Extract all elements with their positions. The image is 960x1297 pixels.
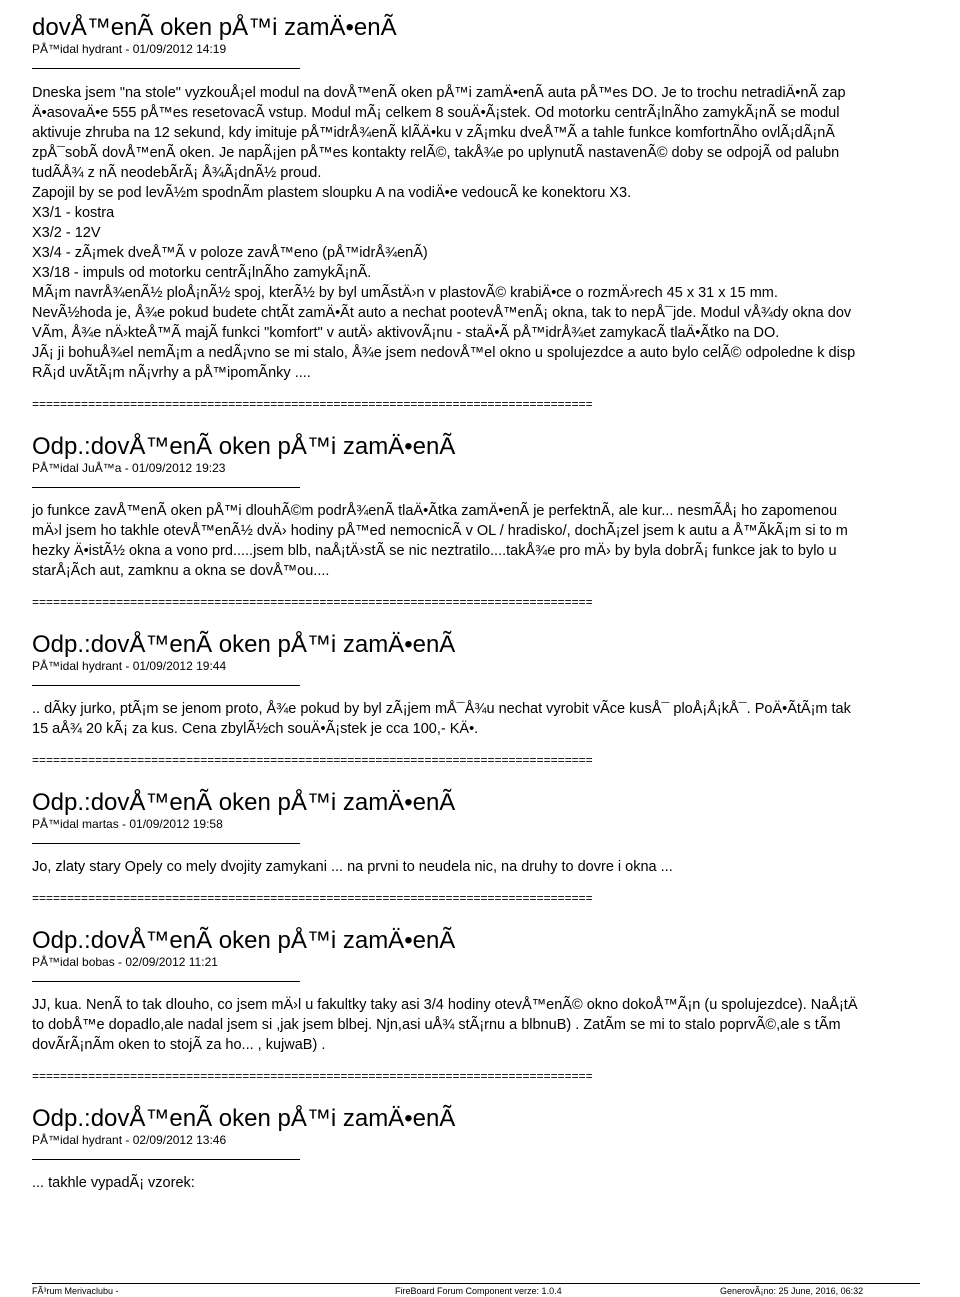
post-line: MÃ¡m navrÅ¾enÃ½ ploÅ¡nÃ½ spoj, kterÃ½ by byl umÃstÄ›n v plastovÃ© krabiÄ•ce o rozmÄ›rech 45 x 31 x 15 mm. xyxy=(32,285,778,301)
post-body xyxy=(32,83,960,383)
post-line: X3/1 - kostra xyxy=(32,205,115,221)
post-line: tudÃÅ¾ z nÃ neodebÃrÃ¡ Å¾Ã¡dnÃ½ proud. xyxy=(32,165,322,181)
forum-post xyxy=(32,1105,960,1193)
meta-divider xyxy=(32,487,300,488)
meta-divider xyxy=(32,1159,300,1160)
footer-divider xyxy=(32,1283,920,1284)
post-title: Odp.:dovÅ™enÃ oken pÅ™i zamÄ•enÃ xyxy=(32,927,456,954)
post-title: Odp.:dovÅ™enÃ oken pÅ™i zamÄ•enÃ xyxy=(32,631,456,658)
post-line: Jo, zlaty stary Opely co mely dvojity zamykani ... na prvni to neudela nic, na druhy to dovre i okna ... xyxy=(32,859,673,875)
post-line: Dneska jsem "na stole" vyzkouÅ¡el modul na dovÅ™enÃ oken pÅ™i zamÄ•enÃ auta pÅ™es DO. Je to trochu netradiÄ•nÃ zap xyxy=(32,85,846,101)
post-body xyxy=(32,995,960,1055)
footer-component-version: FireBoard Forum Component verze: 1.0.4 xyxy=(395,1286,562,1296)
post-line: zpÅ¯sobÃ dovÅ™enÃ oken. Je napÃ¡jen pÅ™es kontakty relÃ©, takÅ¾e po uplynutÃ nastavenÃ© doby se odpojÃ od palubn xyxy=(32,145,840,161)
meta-divider xyxy=(32,843,300,844)
post-line: Ä•asovaÄ•e 555 pÅ™es resetovacÃ vstup. Modul mÃ¡ celkem 8 souÄ•Ã¡stek. Od motorku centrÃ¡lnÃho zamykÃ¡nÃ se modul xyxy=(32,105,840,121)
page-footer xyxy=(0,1283,960,1297)
post-separator: ================================================================================ xyxy=(32,753,593,767)
post-body xyxy=(32,501,960,581)
post-title: Odp.:dovÅ™enÃ oken pÅ™i zamÄ•enÃ xyxy=(32,1105,456,1132)
post-title: Odp.:dovÅ™enÃ oken pÅ™i zamÄ•enÃ xyxy=(32,433,456,460)
post-line: hezky Ä•istÃ½ okna a vono prd.....jsem blb, naÅ¡tÄ›stÃ se nic neztratilo....takÅ¾e pro mÄ› by byla dobrÃ¡ funkce jak to bylo u xyxy=(32,543,837,559)
forum-post xyxy=(32,433,960,609)
post-line: .. dÃky jurko, ptÃ¡m se jenom proto, Å¾e pokud by byl zÃ¡jem mÅ¯Å¾u nechat vyrobit vÃce kusÅ¯ ploÅ¡Å¡kÅ¯. PoÄ•ÃtÃ¡m tak xyxy=(32,701,851,717)
post-line: X3/18 - impuls od motorku centrÃ¡lnÃho zamykÃ¡nÃ. xyxy=(32,265,372,281)
footer-site-name: FÃ³rum Merivaclubu - xyxy=(32,1286,119,1296)
post-line: ... takhle vypadÃ¡ vzorek: xyxy=(32,1175,195,1191)
post-body xyxy=(32,857,960,877)
post-separator: ================================================================================ xyxy=(32,891,593,905)
post-line: 15 aÅ¾ 20 kÃ¡ za kus. Cena zbylÃ½ch souÄ•Ã¡stek je cca 100,- KÄ•. xyxy=(32,721,479,737)
post-author-date: PÅ™idal hydrant - 01/09/2012 14:19 xyxy=(32,42,227,56)
post-line: aktivuje zhruba na 12 sekund, kdy imituje pÅ™idrÅ¾enÃ klÃÄ•ku v zÃ¡mku dveÅ™Ã a tahle funkce komfortnÃho ovlÃ¡dÃ¡nÃ xyxy=(32,125,835,141)
meta-divider xyxy=(32,981,300,982)
post-line: X3/4 - zÃ¡mek dveÅ™Ã v poloze zavÅ™eno (pÅ™idrÅ¾enÃ) xyxy=(32,245,428,261)
post-separator: ================================================================================ xyxy=(32,595,593,609)
meta-divider xyxy=(32,68,300,69)
post-line: JJ, kua. NenÃ to tak dlouho, co jsem mÄ›l u fakultky taky asi 3/4 hodiny otevÅ™enÃ© okno dokoÅ™Ã¡n (u spolujezdce). NaÅ¡tÄ xyxy=(32,997,858,1013)
post-line: X3/2 - 12V xyxy=(32,225,101,241)
post-author-date: PÅ™idal hydrant - 02/09/2012 13:46 xyxy=(32,1133,227,1147)
post-author-date: PÅ™idal JuÅ™a - 01/09/2012 19:23 xyxy=(32,461,226,475)
forum-post xyxy=(32,927,960,1083)
post-body xyxy=(32,699,960,739)
post-separator: ================================================================================ xyxy=(32,1069,593,1083)
post-title: Odp.:dovÅ™enÃ oken pÅ™i zamÄ•enÃ xyxy=(32,789,456,816)
post-line: NevÃ½hoda je, Å¾e pokud budete chtÃt zamÄ•Ãt auto a nechat pootevÅ™enÃ¡ okna, tak to nepÅ¯jde. Modul vÅ¾dy okna dov xyxy=(32,305,852,321)
footer-generated-date: GenerovÃ¡no: 25 June, 2016, 06:32 xyxy=(720,1286,864,1296)
forum-post xyxy=(32,631,960,767)
post-title: dovÅ™enÃ oken pÅ™i zamÄ•enÃ xyxy=(32,14,397,41)
meta-divider xyxy=(32,685,300,686)
forum-post xyxy=(32,14,960,411)
post-line: Zapojil by se pod levÃ½m spodnÃm plastem sloupku A na vodiÄ•e vedoucÃ ke konektoru X3. xyxy=(32,185,632,201)
post-author-date: PÅ™idal martas - 01/09/2012 19:58 xyxy=(32,817,223,831)
post-line: dovÃrÃ¡nÃm oken to stojÃ za ho... , kujwaB) . xyxy=(32,1037,326,1053)
post-line: to dobÅ™e dopadlo,ale nadal jsem si ,jak jsem blbej. Njn,asi uÅ¾ stÃ¡rnu a blbnuB) . ZatÃm se mi to stalo poprvÃ©,ale s tÃm xyxy=(32,1017,841,1033)
post-line: starÅ¡Ãch aut, zamknu a okna se dovÅ™ou.... xyxy=(32,563,330,579)
forum-post xyxy=(32,789,960,905)
post-line: VÃm, Å¾e nÄ›kteÅ™Ã majÃ funkci "komfort" v autÄ› aktivovÃ¡nu - staÄ•Ã pÅ™idrÅ¾et zamykacÃ tlaÄ•Ãtko na DO. xyxy=(32,325,780,341)
post-author-date: PÅ™idal hydrant - 01/09/2012 19:44 xyxy=(32,659,227,673)
post-line: RÃ¡d uvÃtÃ¡m nÃ¡vrhy a pÅ™ipomÃnky .... xyxy=(32,365,311,381)
forum-thread xyxy=(32,14,960,1193)
post-line: jo funkce zavÅ™enÃ oken pÅ™i dlouhÃ©m podrÅ¾enÃ tlaÄ•Ãtka zamÄ•enÃ je perfektnÃ, ale kur... nesmÃÅ¡ ho zapomenou xyxy=(32,503,838,519)
post-body xyxy=(32,1173,960,1193)
post-author-date: PÅ™idal bobas - 02/09/2012 11:21 xyxy=(32,955,218,969)
post-line: JÃ¡ ji bohuÅ¾el nemÃ¡m a nedÃ¡vno se mi stalo, Å¾e jsem nedovÅ™el okno u spolujezdce a auto bylo celÃ© odpoledne k disp xyxy=(32,345,856,361)
post-line: mÄ›l jsem ho takhle otevÅ™enÃ½ dvÄ› hodiny pÅ™ed nemocnicÃ v OL / hradisko/, dochÃ¡zel jsem k autu a Å™ÃkÃ¡m si to m xyxy=(32,523,848,539)
post-separator: ================================================================================ xyxy=(32,397,593,411)
